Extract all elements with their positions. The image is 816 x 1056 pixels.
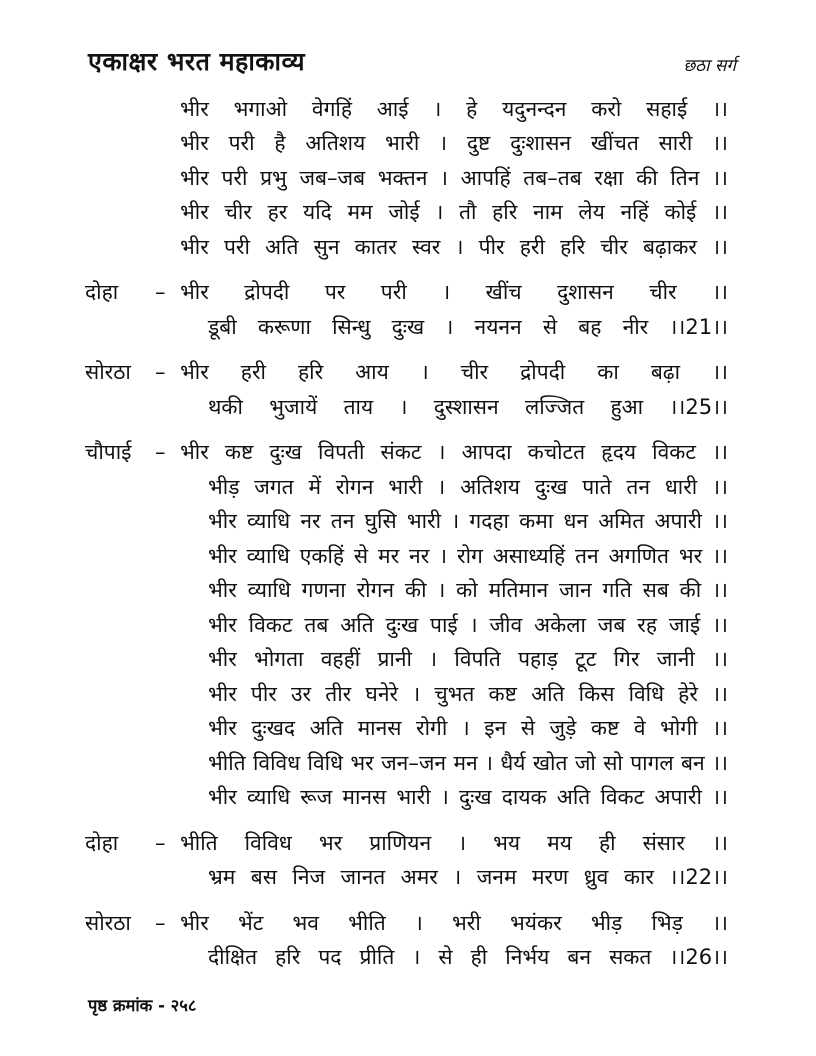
verse-block-soratha-26 (85, 906, 728, 975)
verse-type-label: सोरठा (85, 910, 131, 935)
verse-line: भीर व्याधि गणना रोगन की । को मतिमान जान गति सब की ।। (208, 578, 728, 602)
verse-line: भीड़ जगत में रोगन भारी । अतिशय दुःख पाते तन धारी ।। (208, 474, 728, 499)
verse-dash: – (155, 360, 166, 384)
verse-block-chaupai (85, 435, 728, 815)
verse-block-doha-22 (85, 826, 728, 895)
verse-line: भीर भेंट भव भीति । भरी भयंकर भीड़ भिड़ ।। (180, 910, 728, 935)
verse-line: भीर व्याधि रूज मानस भारी । दुःख दायक अति विकट अपारी ।। (208, 785, 728, 809)
verse-content (85, 92, 728, 975)
chapter-label: छठा सर्ग (683, 55, 736, 76)
verse-line: भीर दुःखद अति मानस रोगी । इन से जुड़े कष्ट वे भोगी ।। (208, 716, 728, 740)
verse-block-soratha-25 (85, 355, 728, 424)
verse-block-doha-21 (85, 275, 728, 344)
verse-line: भीर कष्ट दुःख विपती संकट । आपदा कचोटत हृदय विकट ।। (180, 440, 728, 464)
verse-line: थकी भुजायें ताय । दुस्शासन लज्जित हुआ ।।25।। (208, 394, 728, 419)
verse-line: भीर भगाओ वेगहिं आई । हे यदुनन्दन करो सहाई ।। (180, 96, 728, 121)
verse-line: भीर चीर हर यदि मम जोई । तौ हरि नाम लेय नहिं कोई ।। (180, 200, 728, 224)
verse-line: भीति विविध भर प्राणियन । भय मय ही संसार ।। (180, 830, 728, 855)
verse-type-label: सोरठा (85, 360, 131, 384)
verse-type-label: दोहा (85, 280, 119, 304)
verse-block-continuation (85, 92, 728, 265)
verse-dash: – (155, 440, 166, 464)
verse-line: डूबी करूणा सिन्धु दुःख । नयनन से बह नीर ।।21।। (208, 314, 728, 339)
verse-line: भीर व्याधि नर तन घुसि भारी । गदहा कमा धन अमित अपारी ।। (208, 509, 728, 533)
verse-line: भीर परी है अतिशय भारी । दुष्ट दुःशासन खींचत सारी ।। (180, 131, 728, 155)
verse-line: भीर भोगता वहहीं प्रानी । विपति पहाड़ टूट गिर जानी ।। (208, 647, 728, 671)
verse-dash: – (155, 830, 166, 855)
verse-line: भीर द्रोपदी पर परी । खींच दुशासन चीर ।। (180, 280, 728, 304)
verse-type-label: दोहा (85, 830, 119, 855)
verse-dash: – (155, 280, 166, 304)
verse-line: दीक्षित हरि पद प्रीति । से ही निर्भय बन सकत ।।26।। (208, 945, 728, 969)
page-number: पृष्ठ क्रमांक - २५८ (88, 996, 197, 1015)
page-title: एकाक्षर भरत महाकाव्य (88, 47, 306, 76)
page-header (0, 0, 816, 76)
verse-line: भ्रम बस निज जानत अमर । जनम मरण ध्रुव कार ।।22।। (208, 865, 728, 889)
verse-line: भीर हरी हरि आय । चीर द्रोपदी का बढ़ा ।। (180, 360, 728, 384)
verse-line: भीर परी प्रभु जब–जब भक्तन । आपहिं तब–तब रक्षा की तिन ।। (180, 165, 728, 190)
verse-dash: – (155, 910, 166, 935)
verse-type-label: चौपाई (85, 440, 132, 464)
verse-line: भीर पीर उर तीर घनेरे । चुभत कष्ट अति किस विधि हेरे ।। (208, 681, 728, 706)
verse-line: भीति विविध विधि भर जन–जन मन । धैर्य खोत जो सो पागल बन ।। (208, 750, 728, 775)
verse-line: भीर परी अति सुन कातर स्वर । पीर हरी हरि चीर बढ़ाकर ।। (180, 234, 728, 259)
verse-line: भीर विकट तब अति दुःख पाई । जीव अकेला जब रह जाई ।। (208, 612, 728, 637)
verse-line: भीर व्याधि एकहिं से मर नर । रोग असाध्यहिं तन अगणित भर ।। (208, 543, 728, 568)
